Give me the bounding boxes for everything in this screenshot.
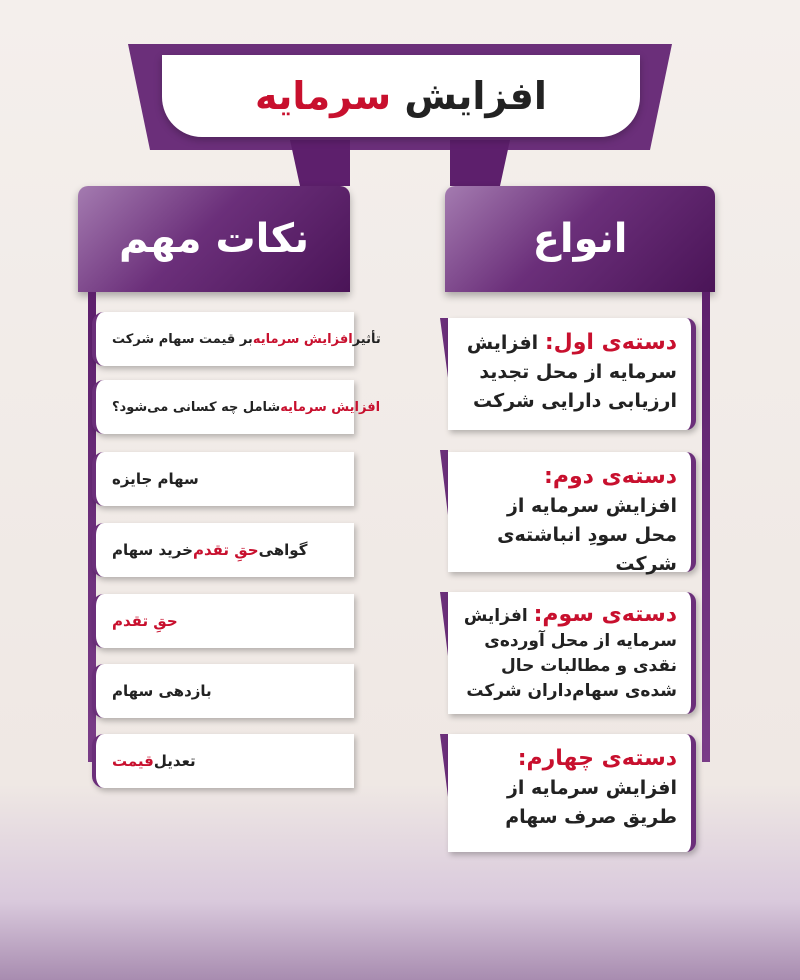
note-post: شامل چه کسانی می‌شود؟	[112, 399, 281, 415]
note-card-5	[92, 594, 354, 648]
type-card-3	[448, 592, 696, 714]
type-label: دسته‌ی سوم:	[533, 602, 677, 627]
note-card-7	[92, 734, 354, 788]
note-highlight: حقِ تقدم	[192, 541, 259, 559]
type-text: افزایش سرمایه از محل آورده‌ی نقدی و مطالبات حال شده‌ی سهام‌داران شرکت	[463, 606, 677, 701]
note-pre: تأثیر	[352, 331, 381, 347]
note-post: بر قیمت سهام شرکت	[112, 331, 253, 347]
note-card-4	[92, 523, 354, 577]
type-card-2	[448, 452, 696, 575]
note-post: خرید سهام	[112, 541, 193, 559]
types-rail	[702, 292, 710, 762]
note-highlight: حقِ تقدم	[112, 612, 178, 630]
title-part1: افزایش	[404, 74, 547, 118]
type-text: افزایش سرمایه از محل سودِ انباشته‌ی شرکت	[497, 495, 677, 575]
note-pre: تعدیل	[153, 752, 196, 770]
note-card-1	[92, 312, 381, 366]
type-label: دسته‌ی اول:	[544, 330, 677, 355]
notes-header: نکات مهم	[78, 186, 350, 292]
note-card-2	[92, 380, 381, 434]
note-highlight: قیمت	[112, 752, 154, 770]
types-header: انواع	[445, 186, 715, 292]
note-card-6	[92, 664, 354, 718]
note-pre: بازدهی سهام	[112, 682, 212, 700]
type-label: دسته‌ی چهارم:	[517, 746, 677, 771]
type-card-1	[448, 318, 696, 430]
type-text: افزایش سرمایه از محل تجدید ارزیابی دارایی شرکت	[466, 332, 677, 412]
title-part2: سرمایه	[255, 74, 392, 118]
note-pre: گواهی	[258, 541, 308, 559]
connector-left	[290, 140, 350, 186]
note-pre: سهام جایزه	[112, 470, 199, 488]
page-title	[162, 55, 640, 137]
type-text: افزایش سرمایه از طریق صرف سهام	[505, 777, 677, 828]
type-label: دسته‌ی دوم:	[544, 464, 677, 489]
note-highlight: افزایش سرمایه	[252, 331, 353, 347]
note-card-3	[92, 452, 354, 506]
connector-right	[450, 140, 510, 186]
type-card-4	[448, 734, 696, 852]
note-highlight: افزایش سرمایه	[280, 399, 381, 415]
